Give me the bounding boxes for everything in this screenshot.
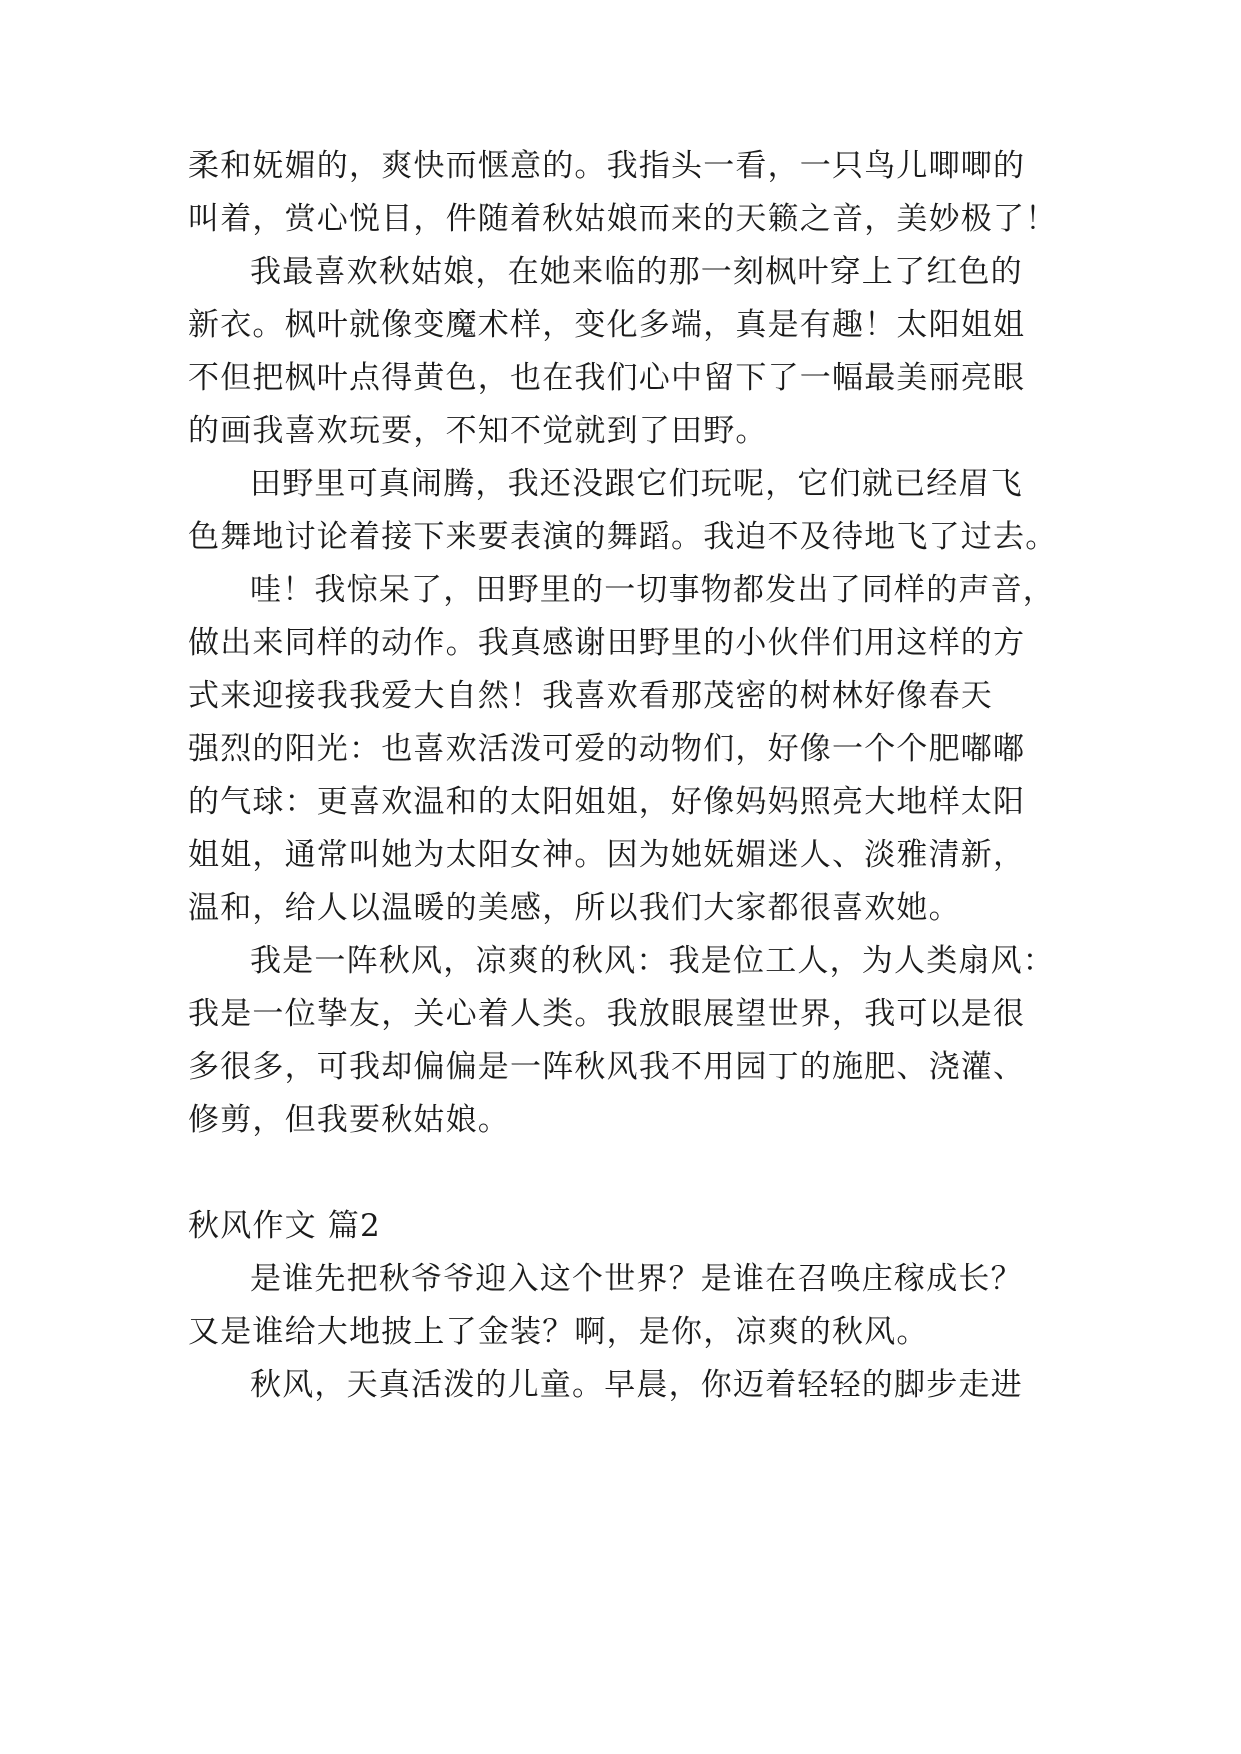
paragraph-first-line: 田野里可真闹腾，我还没跟它们玩呢，它们就已经眉飞 [250, 466, 1023, 502]
paragraph-first-line: 我是一阵秋风，凉爽的秋风：我是位工人，为人类扇风： [250, 943, 1055, 979]
text-line: 又是谁给大地披上了金装？啊，是你，凉爽的秋风。 [188, 1314, 929, 1350]
text-line: 色舞地讨论着接下来要表演的舞蹈。我迫不及待地飞了过去。 [188, 519, 1058, 555]
text-line: 修剪，但我要秋姑娘。 [188, 1102, 510, 1138]
text-line: 叫着，赏心悦目，件随着秋姑娘而来的天籁之音，美妙极了！ [188, 201, 1058, 237]
text-line: 柔和妩媚的，爽快而惬意的。我指头一看，一只鸟儿唧唧的 [188, 148, 1026, 184]
text-line: 多很多，可我却偏偏是一阵秋风我不用园丁的施肥、浇灌、 [188, 1049, 1026, 1085]
text-line: 姐姐，通常叫她为太阳女神。因为她妩媚迷人、淡雅清新， [188, 837, 1026, 873]
paragraph-first-line: 我最喜欢秋姑娘，在她来临的那一刻枫叶穿上了红色的 [250, 254, 1023, 290]
text-line: 的画我喜欢玩要，不知不觉就到了田野。 [188, 413, 768, 449]
text-line: 式来迎接我我爱大自然！我喜欢看那茂密的树林好像春天 [188, 678, 993, 714]
text-line: 强烈的阳光：也喜欢活泼可爱的动物们，好像一个个肥嘟嘟 [188, 731, 1026, 767]
text-line: 的气球：更喜欢温和的太阳姐姐，好像妈妈照亮大地样太阳 [188, 784, 1026, 820]
paragraph-first-line: 哇！我惊呆了，田野里的一切事物都发出了同样的声音， [250, 572, 1055, 608]
text-line: 做出来同样的动作。我真感谢田野里的小伙伴们用这样的方 [188, 625, 1026, 661]
section-heading: 秋风作文 篇2 [188, 1208, 381, 1244]
text-line: 新衣。枫叶就像变魔术样，变化多端，真是有趣！太阳姐姐 [188, 307, 1026, 343]
text-line: 我是一位挚友，关心着人类。我放眼展望世界，我可以是很 [188, 996, 1026, 1032]
paragraph-first-line: 秋风，天真活泼的儿童。早晨，你迈着轻轻的脚步走进 [250, 1367, 1023, 1403]
text-line: 温和，给人以温暖的美感，所以我们大家都很喜欢她。 [188, 890, 961, 926]
paragraph-first-line: 是谁先把秋爷爷迎入这个世界？是谁在召唤庄稼成长？ [250, 1261, 1023, 1297]
text-line: 不但把枫叶点得黄色，也在我们心中留下了一幅最美丽亮眼 [188, 360, 1026, 396]
